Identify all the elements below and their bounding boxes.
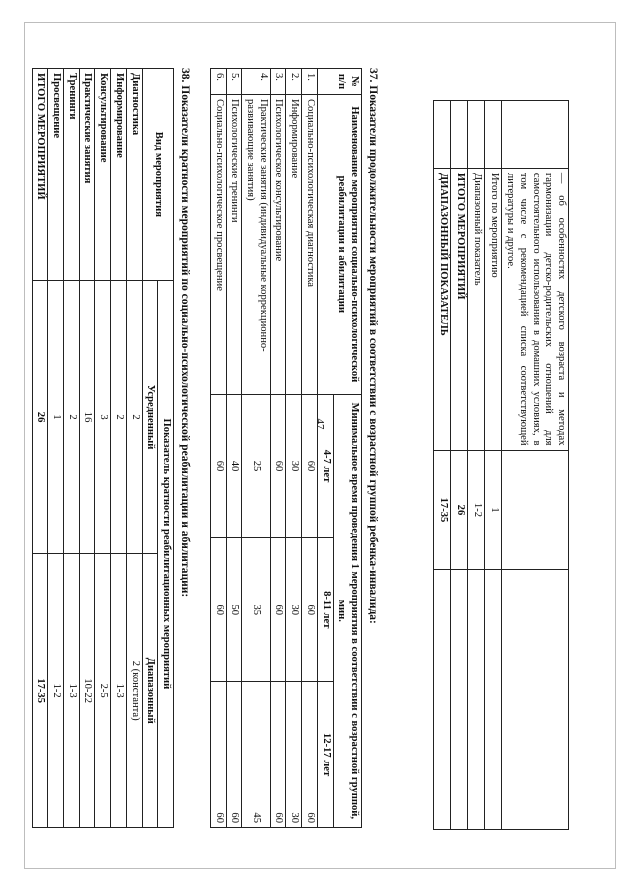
row-value: 30 [286, 538, 302, 682]
empty-cell [502, 570, 569, 830]
page-number: 47 [314, 418, 326, 430]
row-value: 45 [242, 682, 270, 828]
row-name: Диагностика [126, 69, 142, 281]
row-name: Психологическое консультирование [270, 94, 286, 394]
table-header-row [158, 69, 174, 828]
row-label: Итого по мероприятию [485, 168, 502, 450]
table-row [48, 69, 64, 828]
row-value: 1-2 [468, 450, 485, 570]
table-row [242, 69, 270, 828]
row-value: 60 [270, 394, 286, 538]
row-value: 35 [242, 538, 270, 682]
table-row [64, 69, 80, 828]
table-row [111, 69, 127, 828]
row-num: 3. [270, 69, 286, 95]
section-37-title: 37. Показатели продолжительности мероприятий в соответствии с возрастной группой ребенка-инвалида: [367, 68, 379, 624]
row-label: ДИАПАЗОННЫЙ ПОКАЗАТЕЛЬ [434, 168, 451, 450]
table-row [126, 69, 142, 828]
row-name: Практические занятия (индивидуальные коррекционно-развивающие занятия) [242, 94, 270, 394]
empty-cell [434, 570, 451, 830]
empty-cell [451, 570, 468, 830]
row-range: 2-5 [95, 554, 111, 828]
table-row [302, 69, 318, 828]
table-row [32, 69, 48, 828]
rotated-page-content [35, 30, 569, 850]
row-num: 6. [210, 69, 226, 95]
section-38-title: 38. Показатели кратности мероприятий по социально-психологической реабилитации и абилитации: [179, 68, 191, 598]
table-row [270, 69, 286, 828]
row-avg: 2 [111, 280, 127, 554]
row-value: 60 [226, 682, 242, 828]
empty-cell [451, 101, 468, 169]
empty-cell [468, 570, 485, 830]
table-row [468, 101, 485, 830]
group-header: Показатель кратности реабилитационных мероприятий [158, 280, 174, 827]
row-num: 5. [226, 69, 242, 95]
frequency-table [32, 68, 174, 828]
table-row [286, 69, 302, 828]
row-avg: 2 [64, 280, 80, 554]
row-range: 17-35 [32, 554, 48, 828]
row-avg: 2 [126, 280, 142, 554]
row-name: Консультирование [95, 69, 111, 281]
empty-cell [434, 101, 451, 169]
row-name: ИТОГО МЕРОПРИЯТИЙ [32, 69, 48, 281]
avg-header: Усредненный [142, 280, 158, 554]
row-avg: 1 [48, 280, 64, 554]
row-range: 1-3 [64, 554, 80, 828]
row-name: Социально-психологическая диагностика [302, 94, 318, 394]
table-row [485, 101, 502, 830]
table-row [434, 101, 451, 830]
row-value: 26 [451, 450, 468, 570]
row-value: 40 [226, 394, 242, 538]
table-row [210, 69, 226, 828]
row-num: 2. [286, 69, 302, 95]
row-value: 60 [210, 394, 226, 538]
row-value: 50 [226, 538, 242, 682]
age-header: 8-11 лет [317, 538, 333, 682]
row-value: 60 [302, 682, 318, 828]
empty-cell [485, 101, 502, 169]
name-header: Наименование мероприятия социально-психологической реабилитации и абилитации [317, 94, 361, 394]
row-range: 10-22 [79, 554, 95, 828]
table-row [226, 69, 242, 828]
row-value: 25 [242, 394, 270, 538]
row-name: Информирование [111, 69, 127, 281]
group-header: Минимальное время проведения 1 мероприятия в соответствии с возрастной группой, мин. [333, 394, 361, 827]
continuation-table [433, 100, 569, 830]
age-header: 4-7 лет [317, 394, 333, 538]
row-name: Социально-психологическое просвещение [210, 94, 226, 394]
empty-cell [502, 450, 569, 570]
row-value: 60 [302, 394, 318, 538]
row-avg: 26 [32, 280, 48, 554]
row-avg: 3 [95, 280, 111, 554]
row-value: 60 [270, 538, 286, 682]
topic-text: — об особенностях детского возраста и методах гармонизации детско-родительских отношений для самостоятельного использования в домашних условиях, в том числе с рекомендацией списка соответствующей литературы и другое. [502, 168, 569, 450]
row-avg: 16 [79, 280, 95, 554]
table-row [95, 69, 111, 828]
row-value: 17-35 [434, 450, 451, 570]
table-row [502, 101, 569, 830]
row-value: 60 [302, 538, 318, 682]
empty-cell [502, 101, 569, 169]
table-header-row [333, 69, 361, 828]
age-header: 12-17 лет [317, 682, 333, 828]
row-value: 1 [485, 450, 502, 570]
kind-header: Вид мероприятия [142, 69, 173, 281]
row-value: 30 [286, 394, 302, 538]
row-name: Тренинги [64, 69, 80, 281]
row-value: 60 [270, 682, 286, 828]
empty-cell [468, 101, 485, 169]
row-num: 1. [302, 69, 318, 95]
row-range: 2 (константа) [126, 554, 142, 828]
row-name: Информирование [286, 94, 302, 394]
num-header: № п/п [317, 69, 361, 95]
row-num: 4. [242, 69, 270, 95]
row-value: 30 [286, 682, 302, 828]
table-row [451, 101, 468, 830]
row-name: Просвещение [48, 69, 64, 281]
row-range: 1-2 [48, 554, 64, 828]
row-value: 60 [210, 682, 226, 828]
empty-cell [485, 570, 502, 830]
row-name: Психологические тренинги [226, 94, 242, 394]
row-name: Практические занятия [79, 69, 95, 281]
table-row [79, 69, 95, 828]
row-label: Диапазонный показатель [468, 168, 485, 450]
range-header: Диапазонный [142, 554, 158, 828]
row-label: ИТОГО МЕРОПРИЯТИЙ [451, 168, 468, 450]
row-value: 60 [210, 538, 226, 682]
row-range: 1-3 [111, 554, 127, 828]
duration-table [210, 68, 362, 828]
